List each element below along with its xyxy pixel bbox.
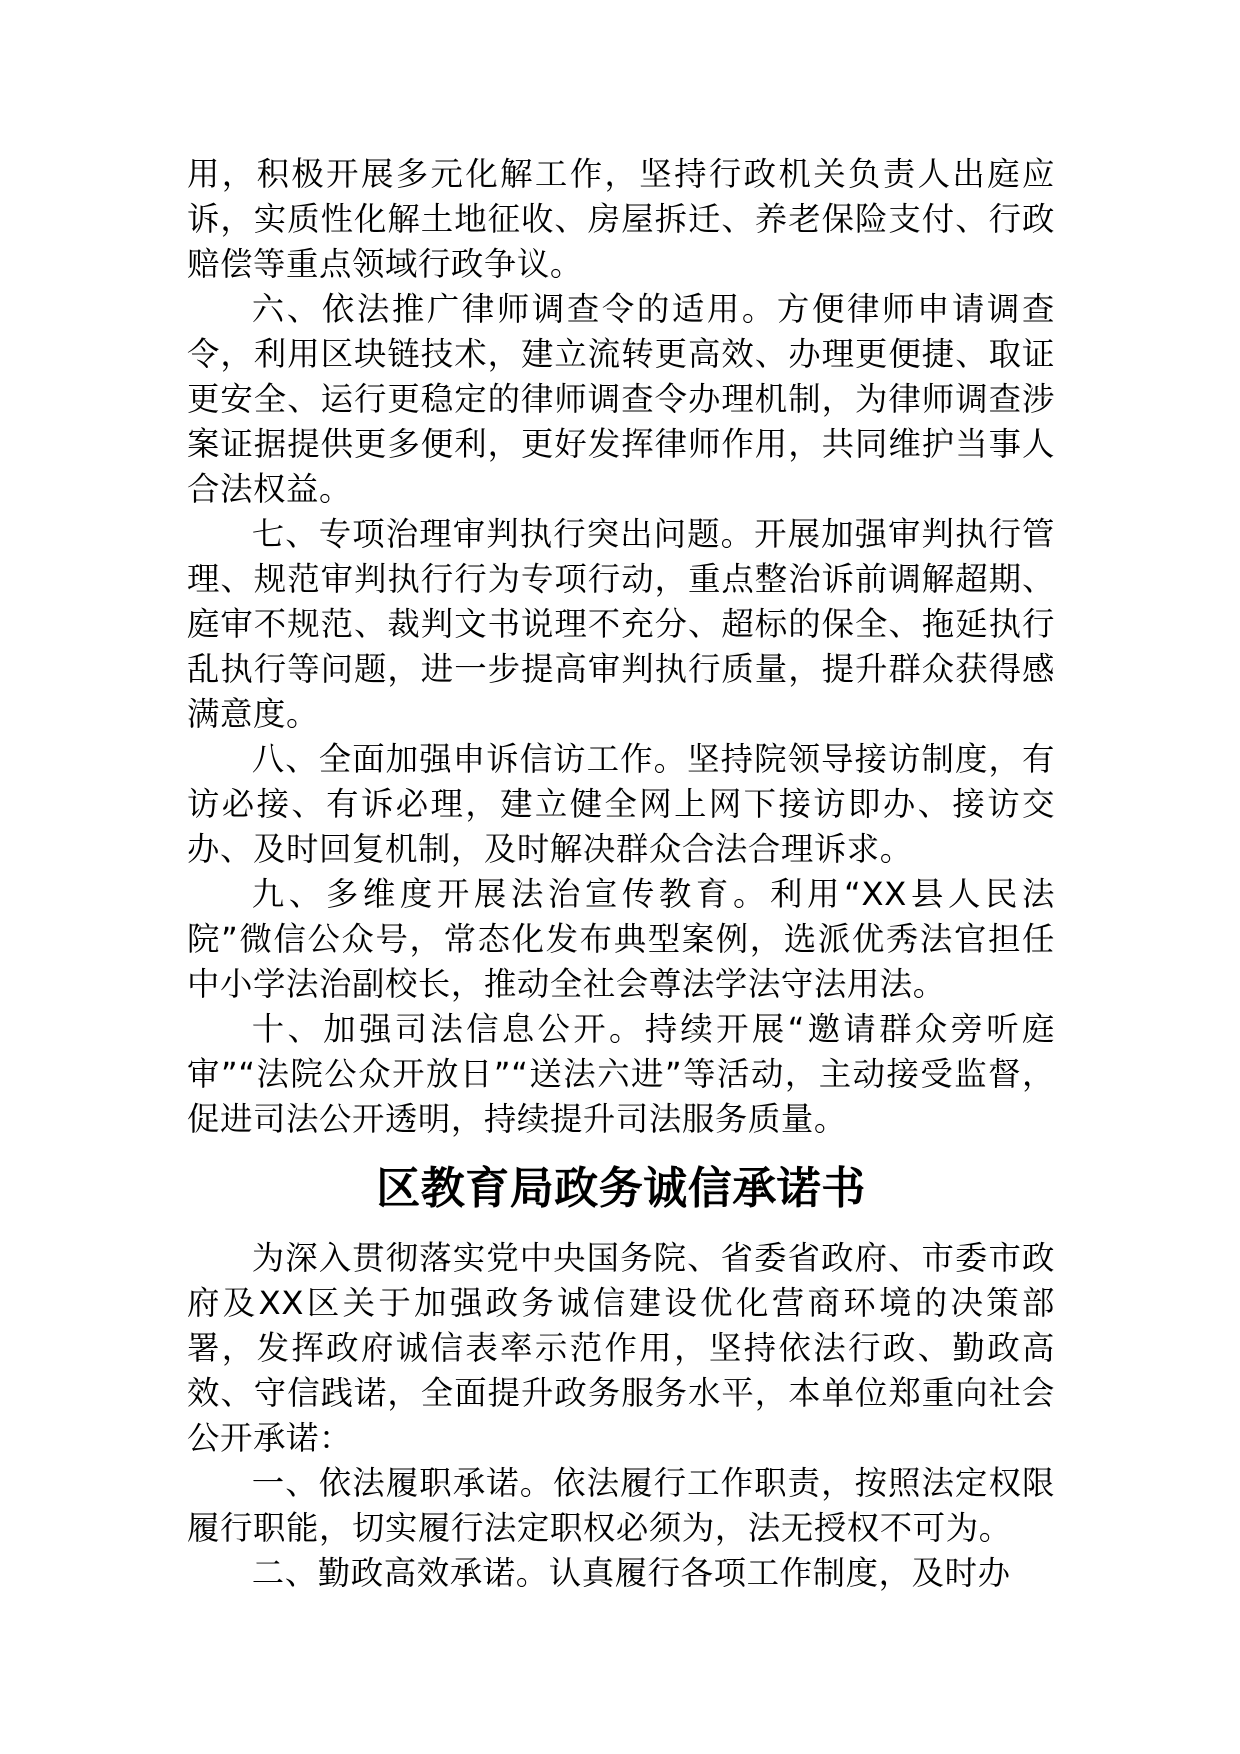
paragraph-item-nine: 九、多维度开展法治宣传教育。利用“XX县人民法院”微信公众号，常态化发布典型案例，选派优秀法官担任中小学法治副校长，推动全社会尊法学法守法用法。	[187, 875, 1055, 1003]
paragraph-continued: 用，积极开展多元化解工作，坚持行政机关负责人出庭应诉，实质性化解土地征收、房屋拆迁、养老保险支付、行政赔偿等重点领域行政争议。	[187, 155, 1055, 283]
document-body	[187, 152, 1055, 1596]
paragraph-intro: 为深入贯彻落实党中央国务院、省委省政府、市委市政府及XX区关于加强政务诚信建设优化营商环境的决策部署，发挥政府诚信表率示范作用，坚持依法行政、勤政高效、守信践诺，全面提升政务服务水平，本单位郑重向社会公开承诺：	[187, 1239, 1055, 1457]
paragraph-item-eight: 八、全面加强申诉信访工作。坚持院领导接访制度，有访必接、有诉必理，建立健全网上网下接访即办、接访交办、及时回复机制，及时解决群众合法合理诉求。	[187, 740, 1055, 868]
paragraph-item-six: 六、依法推广律师调查令的适用。方便律师申请调查令，利用区块链技术，建立流转更高效、办理更便捷、取证更安全、运行更稳定的律师调查令办理机制，为律师调查涉案证据提供更多便利，更好发挥律师作用，共同维护当事人合法权益。	[187, 290, 1055, 508]
paragraph-promise-two: 二、勤政高效承诺。认真履行各项工作制度，及时办	[251, 1554, 1011, 1592]
paragraph-item-seven: 七、专项治理审判执行突出问题。开展加强审判执行管理、规范审判执行行为专项行动，重点整治诉前调解超期、庭审不规范、裁判文书说理不充分、超标的保全、拖延执行乱执行等问题，进一步提高审判执行质量，提升群众获得感满意度。	[187, 515, 1055, 733]
section-title: 区教育局政务诚信承诺书	[376, 1163, 866, 1214]
paragraph-item-ten: 十、加强司法信息公开。持续开展“邀请群众旁听庭审”“法院公众开放日”“送法六进”等活动，主动接受监督，促进司法公开透明，持续提升司法服务质量。	[187, 1010, 1055, 1138]
paragraph-promise-one: 一、依法履职承诺。依法履行工作职责，按照法定权限履行职能，切实履行法定职权必须为，法无授权不可为。	[187, 1464, 1055, 1547]
